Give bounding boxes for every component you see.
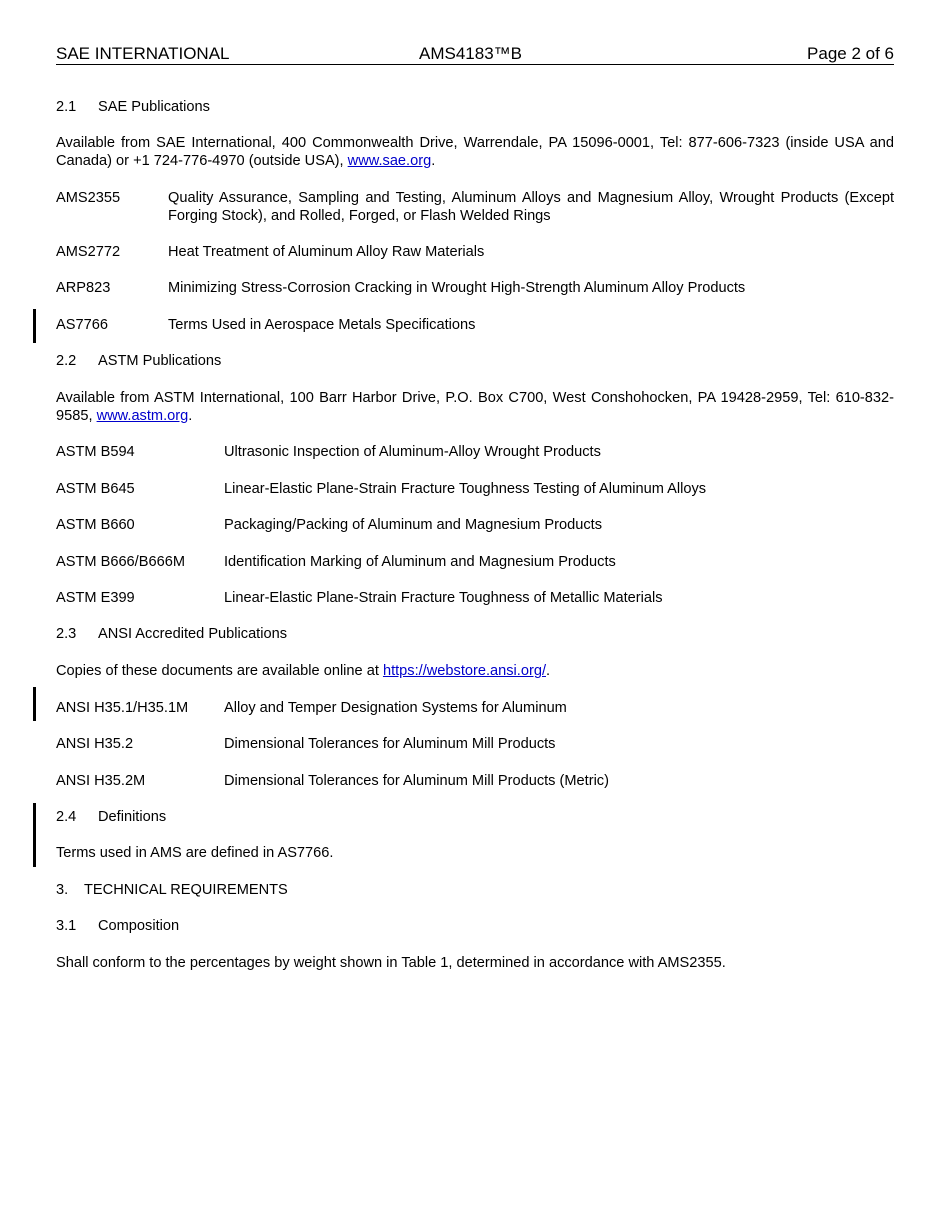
reference-entry xyxy=(56,316,894,334)
reference-entry xyxy=(56,243,894,261)
section-2-4-heading xyxy=(56,808,894,826)
sae-availability-paragraph: Available from SAE International, 400 Commonwealth Drive, Warrendale, PA 15096-0001, Tel: 877-606-7323 (inside USA and Canada) or +1 724-776-4970 (outside USA), www.sae.org. xyxy=(56,135,894,169)
reference-entry xyxy=(56,772,894,790)
header-document-number: AMS4183™B xyxy=(419,44,522,63)
section-number: 2.4 xyxy=(56,809,77,825)
section-title: ANSI Accredited Publications xyxy=(98,626,288,642)
change-bar xyxy=(33,803,36,867)
section-2-2-heading xyxy=(56,352,894,370)
reference-code: ASTM B666/B666M xyxy=(56,554,185,570)
section-number: 2.3 xyxy=(56,626,77,642)
reference-entry xyxy=(56,553,894,571)
page-header xyxy=(56,44,894,65)
definitions-paragraph: Terms used in AMS are defined in AS7766. xyxy=(56,845,334,861)
section-2-1-heading xyxy=(56,98,894,116)
reference-entry xyxy=(56,443,894,461)
reference-title: Packaging/Packing of Aluminum and Magnesium Products xyxy=(224,517,603,533)
section-number: 2.2 xyxy=(56,353,77,369)
header-organization: SAE INTERNATIONAL xyxy=(56,44,230,63)
section-title: ASTM Publications xyxy=(98,353,222,369)
reference-entry xyxy=(56,480,894,498)
reference-entry xyxy=(56,189,894,225)
reference-title: Minimizing Stress-Corrosion Cracking in Wrought High-Strength Aluminum Alloy Products xyxy=(168,280,746,296)
change-bar xyxy=(33,687,36,721)
section-number: 2.1 xyxy=(56,99,77,115)
reference-entry xyxy=(56,735,894,753)
change-bar xyxy=(33,309,36,343)
reference-code: ASTM B594 xyxy=(56,444,135,460)
ansi-webstore-link[interactable]: https://webstore.ansi.org/ xyxy=(382,663,546,679)
reference-entry xyxy=(56,589,894,607)
reference-title: Dimensional Tolerances for Aluminum Mill Products (Metric) xyxy=(224,773,609,789)
reference-entry xyxy=(56,699,894,717)
section-title: TECHNICAL REQUIREMENTS xyxy=(84,882,288,898)
reference-code: ANSI H35.1/H35.1M xyxy=(56,700,189,716)
reference-code: AMS2772 xyxy=(56,244,121,260)
reference-title: Heat Treatment of Aluminum Alloy Raw Materials xyxy=(168,244,485,260)
reference-title: Linear-Elastic Plane-Strain Fracture Toughness Testing of Aluminum Alloys xyxy=(224,481,707,497)
section-title: Definitions xyxy=(98,809,167,825)
reference-code: ASTM B645 xyxy=(56,481,135,497)
section-title: Composition xyxy=(98,918,180,934)
section-2-3-heading xyxy=(56,625,894,643)
reference-code: ANSI H35.2 xyxy=(56,736,134,752)
composition-paragraph: Shall conform to the percentages by weight shown in Table 1, determined in accordance with AMS2355. xyxy=(56,955,726,971)
section-title: SAE Publications xyxy=(98,99,210,115)
section-number: 3. xyxy=(56,882,69,898)
reference-title: Quality Assurance, Sampling and Testing, Aluminum Alloys and Magnesium Alloy, Wrought Products (Except Forging Stock), and Rolled, Forged, or Flash Welded Rings xyxy=(168,190,894,224)
header-page-number: Page 2 of 6 xyxy=(807,44,894,63)
reference-title: Terms Used in Aerospace Metals Specifications xyxy=(168,317,476,333)
reference-title: Linear-Elastic Plane-Strain Fracture Toughness of Metallic Materials xyxy=(224,590,663,606)
reference-title: Ultrasonic Inspection of Aluminum-Alloy Wrought Products xyxy=(224,444,601,460)
section-3-1-heading xyxy=(56,917,894,935)
section-3-heading xyxy=(56,881,894,899)
reference-entry xyxy=(56,516,894,534)
reference-title: Dimensional Tolerances for Aluminum Mill Products xyxy=(224,736,556,752)
reference-entry xyxy=(56,279,894,297)
ansi-availability-paragraph: Copies of these documents are available online at https://webstore.ansi.org/. xyxy=(56,663,551,679)
reference-code: ARP823 xyxy=(56,280,111,296)
reference-title: Identification Marking of Aluminum and Magnesium Products xyxy=(224,554,616,570)
sae-website-link[interactable]: www.sae.org xyxy=(347,153,432,169)
reference-code: ASTM E399 xyxy=(56,590,135,606)
astm-website-link[interactable]: www.astm.org xyxy=(96,408,189,424)
reference-code: ASTM B660 xyxy=(56,517,135,533)
reference-code: ANSI H35.2M xyxy=(56,773,146,789)
reference-title: Alloy and Temper Designation Systems for Aluminum xyxy=(224,700,567,716)
reference-code: AMS2355 xyxy=(56,190,121,206)
section-number: 3.1 xyxy=(56,918,77,934)
astm-availability-paragraph: Available from ASTM International, 100 Barr Harbor Drive, P.O. Box C700, West Conshohocken, PA 19428-2959, Tel: 610-832-9585, www.astm.org. xyxy=(56,390,894,424)
reference-code: AS7766 xyxy=(56,317,108,333)
